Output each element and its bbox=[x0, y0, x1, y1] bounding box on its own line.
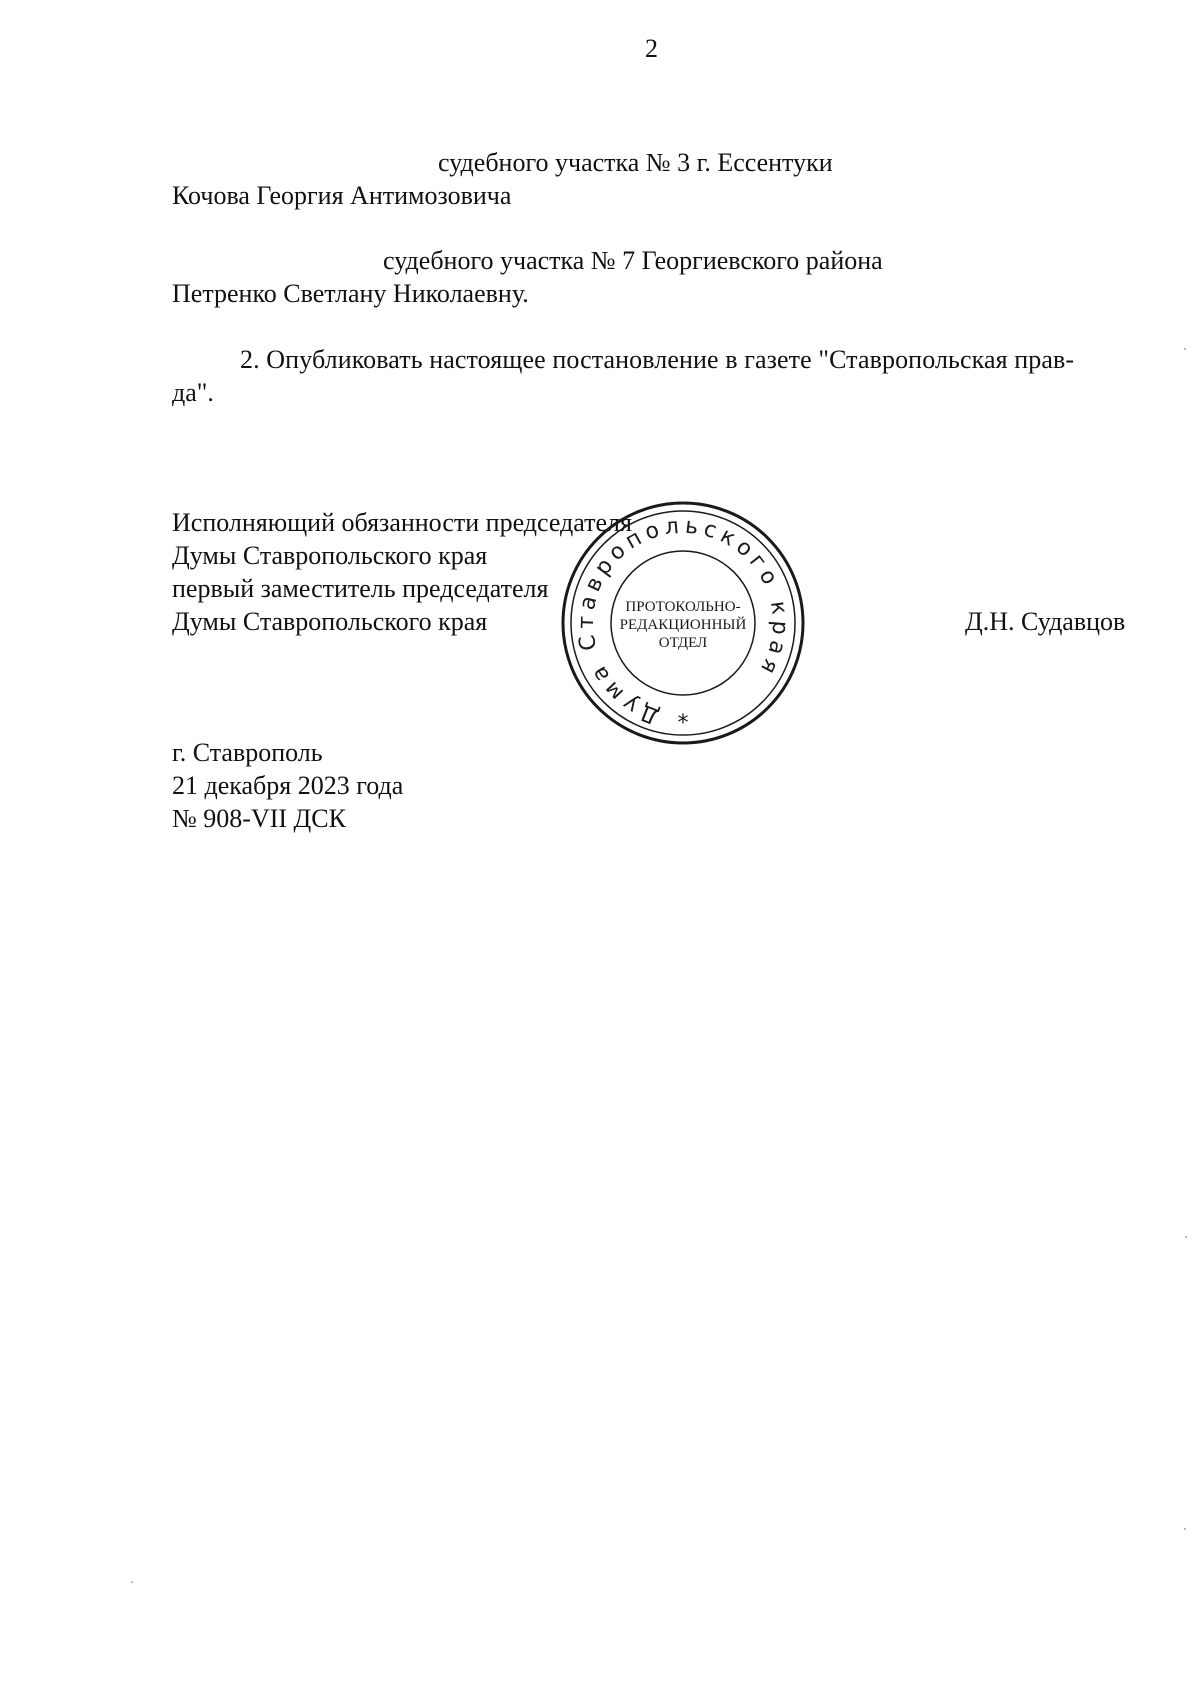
signer-name: Д.Н. Судавцов bbox=[965, 607, 1126, 636]
signatory-title-line: первый заместитель председателя bbox=[172, 574, 549, 603]
seal-center-text: РЕДАКЦИОННЫЙ bbox=[619, 617, 747, 633]
seal-ring-text: Дума Ставропольского края bbox=[573, 513, 793, 729]
footer-document-number: № 908-VII ДСК bbox=[172, 804, 346, 833]
page-number: 2 bbox=[645, 34, 658, 63]
appointment-person: Петренко Светлану Николаевну. bbox=[172, 279, 529, 308]
scan-speck bbox=[1184, 1528, 1186, 1530]
scan-speck bbox=[1184, 348, 1186, 350]
seal-center-text: ПРОТОКОЛЬНО- bbox=[625, 599, 741, 615]
seal-center-text: ОТДЕЛ bbox=[658, 635, 708, 651]
publication-clause: 2. Опубликовать настоящее постановление в газете "Ставропольская прав- bbox=[240, 345, 1075, 374]
seal-star-icon: * bbox=[677, 711, 689, 736]
appointment-person: Кочова Георгия Антимозовича bbox=[172, 181, 512, 210]
signatory-title-line: Думы Ставропольского края bbox=[172, 541, 488, 570]
scan-speck bbox=[1185, 1236, 1187, 1238]
footer-city: г. Ставрополь bbox=[172, 738, 323, 767]
scan-speck bbox=[131, 1581, 133, 1583]
official-seal bbox=[558, 498, 808, 748]
footer-date: 21 декабря 2023 года bbox=[172, 771, 404, 800]
publication-clause-continuation: да". bbox=[172, 378, 214, 407]
appointment-district: судебного участка № 3 г. Ессентуки bbox=[438, 148, 833, 177]
signatory-title-line: Исполняющий обязанности председателя bbox=[172, 508, 632, 537]
signatory-title-line: Думы Ставропольского края bbox=[172, 607, 488, 636]
appointment-district: судебного участка № 7 Георгиевского района bbox=[383, 246, 883, 275]
